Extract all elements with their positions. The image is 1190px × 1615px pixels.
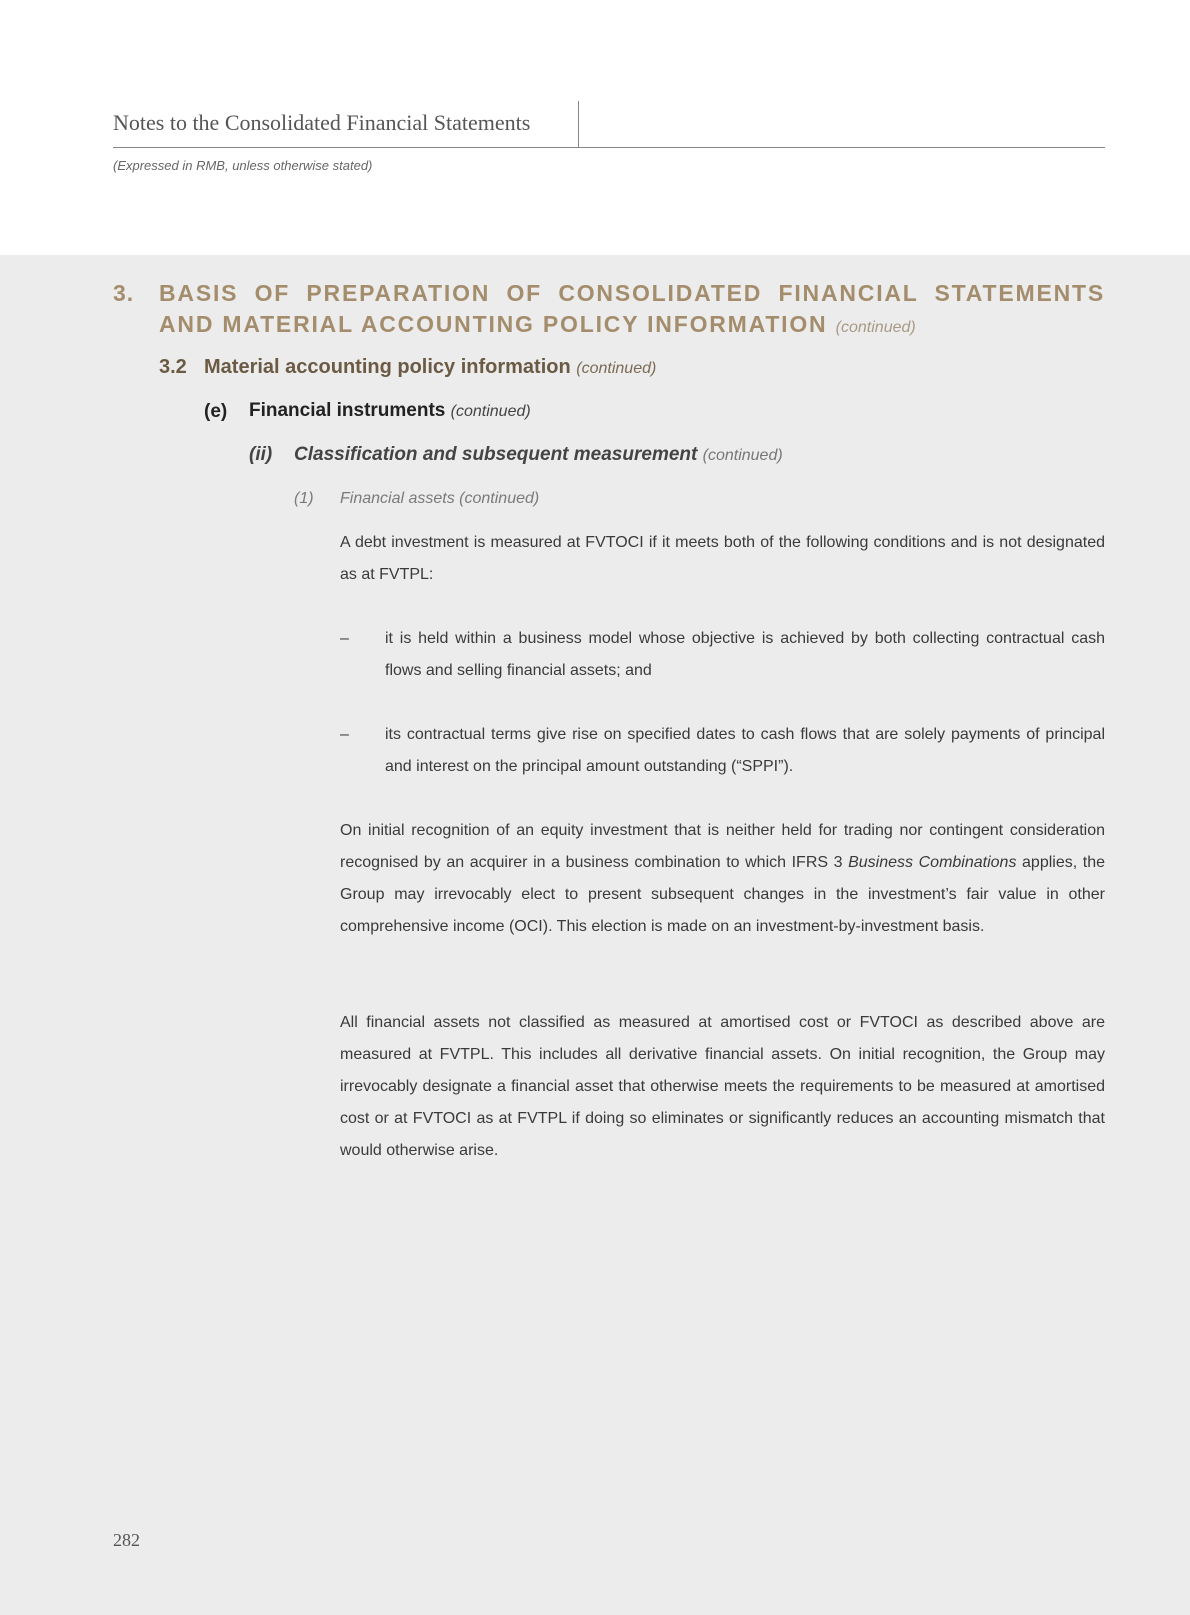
- item-e-title: Financial instruments: [249, 400, 446, 421]
- item-ii-heading: [294, 444, 783, 466]
- header-divider-vertical: [578, 101, 579, 147]
- expressed-note: (Expressed in RMB, unless otherwise stated): [113, 158, 373, 173]
- section-title: BASIS OF PREPARATION OF CONSOLIDATED FINANCIAL STATEMENTS AND MATERIAL ACCOUNTING POLICY INFORMATION: [159, 280, 1105, 337]
- bullet-dash: –: [340, 630, 349, 647]
- paragraph-equity-investment: [340, 815, 1105, 943]
- subsection-number: 3.2: [159, 356, 187, 378]
- item-ii-title: Classification and subsequent measurement: [294, 444, 698, 465]
- item-1-title: Financial assets (continued): [340, 490, 540, 507]
- item-ii-number: (ii): [249, 444, 273, 465]
- subsection-heading: [204, 356, 656, 379]
- item-1-number: (1): [294, 490, 314, 507]
- paragraph-debt-investment: A debt investment is measured at FVTOCI if it meets both of the following conditions and is not designated as at FVTPL:: [340, 534, 1105, 583]
- item-e-continued: (continued): [450, 403, 531, 420]
- paragraph-fvtpl: All financial assets not classified as measured at amortised cost or FVTOCI as described above are measured at FVTPL. This includes all derivative financial assets. On initial recognition, the Group may irrevocably designate a financial asset that otherwise meets the requirements to be measured at amortised cost or at FVTOCI as at FVTPL if doing so eliminates or significantly reduces an accounting mismatch that would otherwise arise.: [340, 1014, 1105, 1159]
- section-heading: [159, 278, 1105, 343]
- page-header: [0, 0, 1190, 255]
- section-continued: (continued): [835, 319, 916, 336]
- item-ii-continued: (continued): [702, 447, 783, 464]
- header-divider-horizontal: [113, 147, 1105, 148]
- bullet-sppi: its contractual terms give rise on specified dates to cash flows that are solely payments of principal and interest on the principal amount outstanding (“SPPI”).: [385, 726, 1105, 775]
- section-number: 3.: [113, 280, 135, 306]
- para2-text-italic: Business Combinations: [848, 854, 1017, 871]
- item-e-number: (e): [204, 401, 228, 422]
- para2-text-after: applies, the Group may irrevocably elect to present subsequent changes in the investment’s fair value in other comprehensive income (OCI). This election is made on an investment-by-investment basis.: [340, 854, 1106, 935]
- bullet-dash: –: [340, 726, 349, 743]
- page-number: 282: [113, 1530, 140, 1550]
- running-title: Notes to the Consolidated Financial Statements: [113, 110, 531, 135]
- bullet-business-model: it is held within a business model whose objective is achieved by both collecting contractual cash flows and selling financial assets; and: [385, 630, 1105, 679]
- para2-text-before: On initial recognition of an equity investment that is neither held for trading nor contingent consideration recognised by an acquirer in a business combination to which IFRS 3: [340, 822, 1105, 871]
- subsection-continued: (continued): [576, 360, 657, 377]
- subsection-title: Material accounting policy information: [204, 356, 571, 378]
- item-e-heading: [249, 400, 531, 422]
